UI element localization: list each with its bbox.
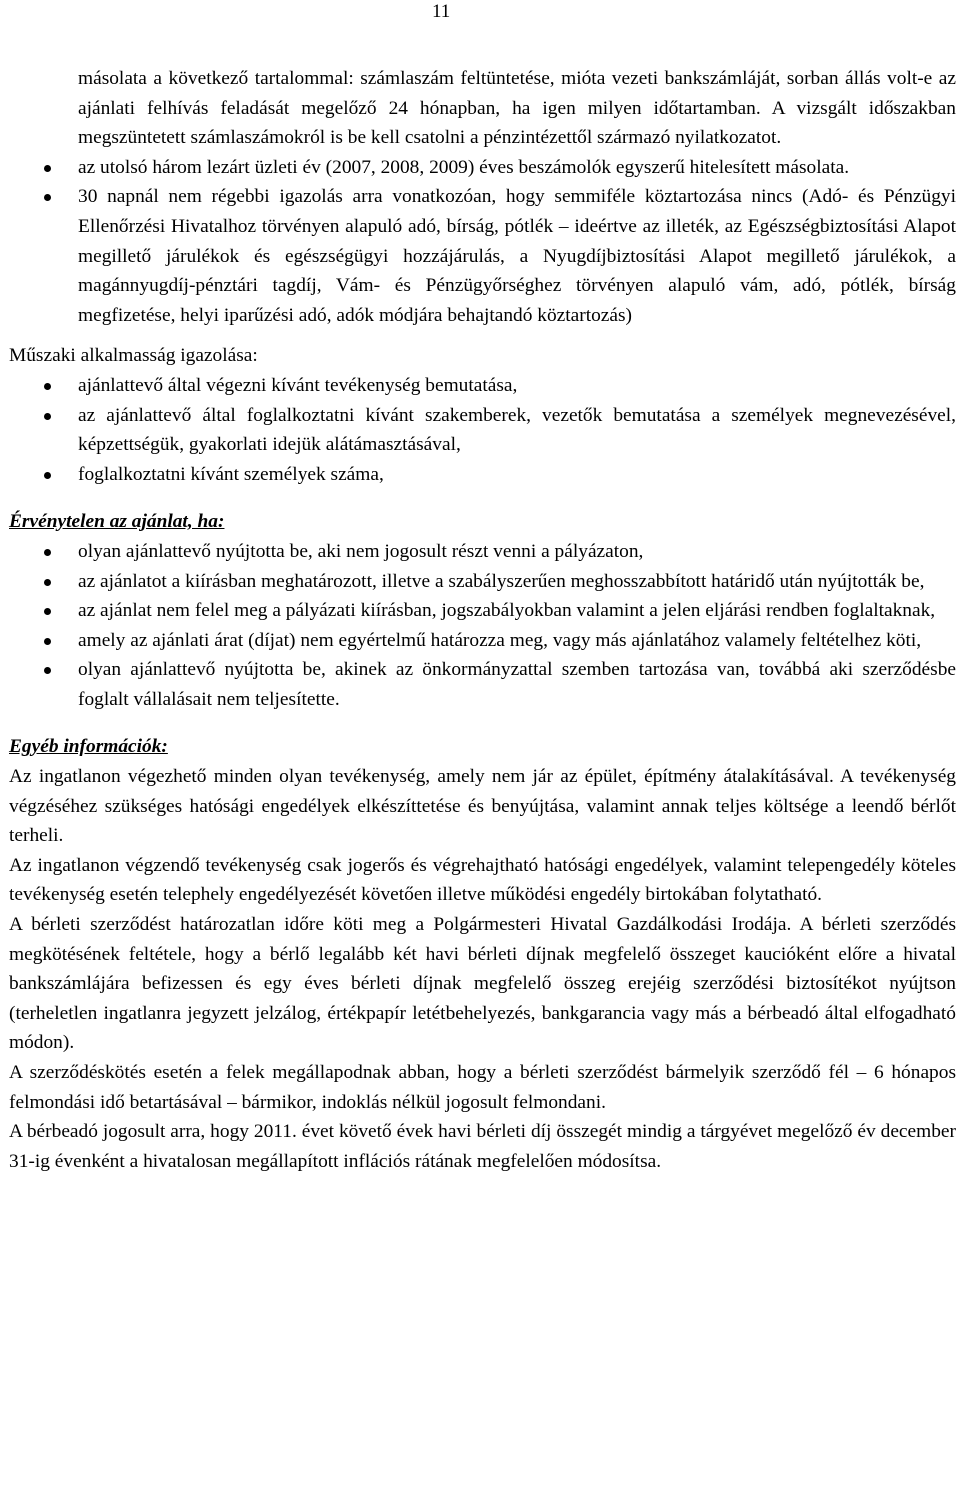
other-paragraph: A bérbeadó jogosult arra, hogy 2011. évet követő évek havi bérleti díj összegét mindig a tárgyévet megelőző év december 31-ig évenként a hivatalosan megállapított inflációs rátának megfelelően módosítsa. — [9, 1121, 956, 1172]
other-paragraph: Az ingatlanon végzendő tevékenység csak jogerős és végrehajtható hatósági engedélyek, valamint telepengedély köteles tevékenység esetén telephely engedélyezését követően illetve működési engedély birtokában folytatható. — [9, 854, 956, 906]
list-item: foglalkoztatni kívánt személyek száma, — [9, 460, 956, 490]
list-item: amely az ajánlati árat (díjat) nem egyértelmű határozza meg, vagy más ajánlatához valamely feltételhez köti, — [9, 626, 956, 656]
list-item: olyan ajánlattevő nyújtotta be, akinek az önkormányzattal szemben tartozása van, továbbá aki szerződésbe foglalt vállalásait nem teljesítette. — [9, 655, 956, 714]
list-item: 30 napnál nem régebbi igazolás arra vonatkozóan, hogy semmiféle köztartozása nincs (Adó- és Pénzügyi Ellenőrzési Hivatalhoz törvényen alapuló adó, bírság, pótlék – ideértve az illeték, az Egészségbiztosítási Alapot megillető járulékok és egészségügyi hozzájárulás, a Nyugdíjbiztosítási Alapot megillető járulékok, a magánnyugdíj-pénztári tagdíj, Vám- és Pénzügyőrséghez törvényen alapuló vám, adó, pótlék, bírság megfizetése, helyi iparűzési adó, adók módjára behajtandó köztartozás) — [9, 182, 956, 330]
financial-list — [9, 153, 956, 331]
list-item: ajánlattevő által végezni kívánt tevékenység bemutatása, — [9, 371, 956, 401]
list-item: az ajánlat nem felel meg a pályázati kiírásban, jogszabályokban valamint a jelen eljárási rendben foglaltaknak, — [9, 596, 956, 626]
other-paragraph: A bérleti szerződést határozatlan időre köti meg a Polgármesteri Hivatal Gazdálkodási Irodája. A bérleti szerződés megkötésének feltétele, hogy a bérlő legalább két havi bérleti díjnak megfelelő összeget kaucióként előre a hivatal bankszámlájára befizessen és egy éves bérleti díjnak megfelelő összeg erejéig szerződési biztosítékot nyújtson (terheletlen ingatlanra jegyzett jelzálog, értékpapír letétbehelyezés, bankgarancia vagy más a bérbeadó által elfogadható módon). — [9, 914, 956, 1054]
invalid-list — [9, 537, 956, 715]
page-number: 11 — [432, 1, 451, 22]
list-item: az ajánlatot a kiírásban meghatározott, illetve a szabályszerűen meghosszabbított határidő után nyújtották be, — [9, 567, 956, 597]
invalid-heading: Érvénytelen az ajánlat, ha: — [9, 511, 225, 533]
list-item: olyan ajánlattevő nyújtotta be, aki nem jogosult részt venni a pályázaton, — [9, 537, 956, 567]
other-paragraph: A szerződéskötés esetén a felek megállapodnak abban, hogy a bérleti szerződést bármelyik szerződő fél – 6 hónapos felmondási idő betartásával – bármikor, indoklás nélkül jogosult felmondani. — [9, 1062, 956, 1113]
other-paragraph: Az ingatlanon végezhető minden olyan tevékenység, amely nem jár az épület, építmény átalakításával. A tevékenység végzéséhez szükséges hatósági engedélyek elkészíttetése és benyújtása, valamint annak teljes költsége a leendő bérlőt terheli. — [9, 766, 956, 847]
list-item: az ajánlattevő által foglalkoztatni kívánt szakemberek, vezetők bemutatása a személyek megnevezésével, képzettségük, gyakorlati idejük alátámasztásával, — [9, 401, 956, 460]
document-body — [9, 64, 956, 1176]
other-info-heading: Egyéb információk: — [9, 736, 168, 758]
technical-heading: Műszaki alkalmasság igazolása: — [9, 345, 258, 367]
continuation-paragraph: másolata a következő tartalommal: számlaszám feltüntetése, mióta vezeti bankszámláját, sorban állás volt-e az ajánlati felhívás feladását megelőző 24 hónapban, ha igen milyen időtartamban. A vizsgált időszakban megszüntetett számlaszámokról is be kell csatolni a pénzintézettől származó nyilatkozatot. — [78, 68, 956, 149]
technical-list — [9, 371, 956, 489]
list-item: az utolsó három lezárt üzleti év (2007, 2008, 2009) éves beszámolók egyszerű hitelesített másolata. — [9, 153, 956, 183]
